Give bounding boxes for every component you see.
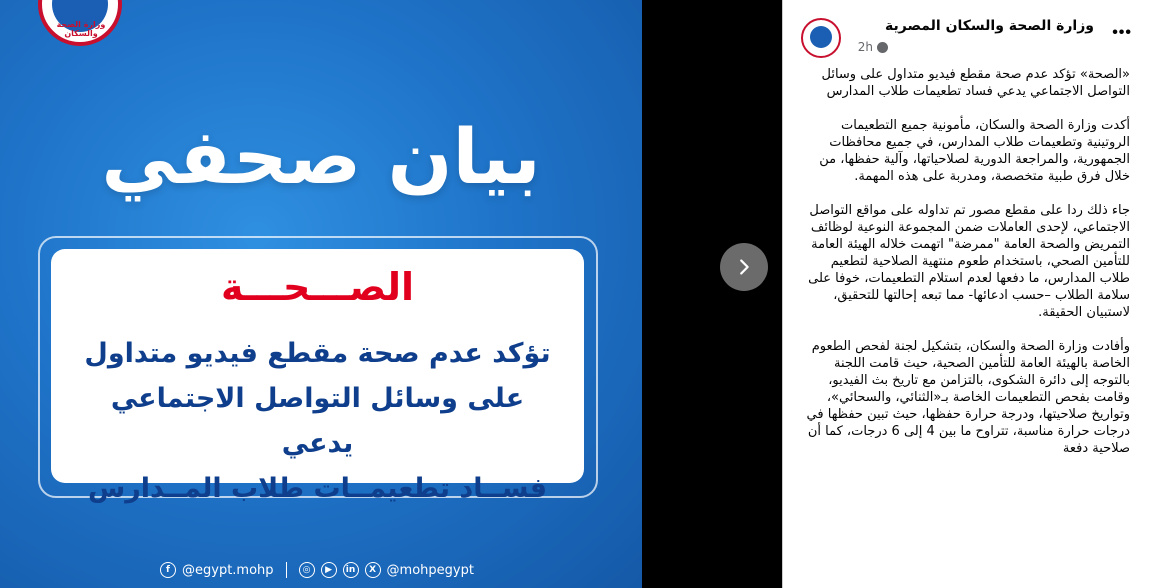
card-lines — [71, 331, 564, 511]
x-icon: X — [365, 562, 381, 578]
post-paragraph: أكدت وزارة الصحة والسكان، مأمونية جميع التطعيمات الروتينية وتطعيمات طلاب المدارس، في جميع محافظات الجمهورية، والمراجعة الدورية لصلاحياتها، وآلية حفظها، من خلال فرق طبية متخصصة، ومدربة على هذه المهمة. — [819, 118, 1130, 184]
more-options-button[interactable]: ••• — [1112, 24, 1132, 41]
post-paragraph: جاء ذلك ردا على مقطع مصور تم تداوله على مواقع التواصل الاجتماعي، لإحدى العاملات ضمن المجموعة النوعية لوظائف التمريض والصحة العامة "ممرضة" اتهمت خلاله الهيئة العامة للتأمين الصحي، باستخدام طعوم منتهية الصلاحية لتطعيم طلاب المدارس، ما دفعها لعدم استلام التطعيمات، خوفا على سلامة الطلاب –حسب ادعائها- مما تبعه إحالتها للتحقيق، لاستبيان الحقيقة. — [808, 203, 1130, 320]
avatar[interactable] — [801, 18, 841, 58]
statement-card — [51, 249, 584, 504]
timestamp-text: 2h — [857, 40, 873, 54]
post-text — [797, 66, 1130, 474]
instagram-icon: ◎ — [299, 562, 315, 578]
card-line: على وسائل التواصل الاجتماعي يدعي — [110, 383, 525, 459]
footer-divider — [286, 562, 287, 578]
post-timestamp[interactable] — [858, 40, 888, 54]
post-paragraph: «الصحة» تؤكد عدم صحة مقطع فيديو متداول على وسائل التواصل الاجتماعي يدعي فساد تطعيمات طلاب المدارس — [821, 67, 1130, 99]
logo-text: وزارة الصحة والسكان — [56, 20, 106, 38]
ministry-logo — [38, 0, 122, 46]
poster-headline: بيان صحفي — [101, 112, 541, 201]
chevron-right-icon — [733, 256, 755, 278]
avatar-emblem — [810, 26, 832, 48]
facebook-icon: f — [160, 562, 176, 578]
card-title: الصـــحـــة — [220, 265, 415, 309]
post-paragraph: وأفادت وزارة الصحة والسكان، بتشكيل لجنة لفحص الطعوم الخاصة بالهيئة العامة للتأمين الصحية، حيث قامت اللجنة بالتوجه إلى دائرة الشكوى، بالتزامن مع تاريخ بث الفيديو، وقامت بفحص التطعيمات الخاصة بـ«الثنائي، والسحائي»، وتواريخ صلاحيتها، ودرجة حرارة حفظها، حيث تبين حفظها في درجات حرارة مناسبة، تتراوح ما بين 4 إلى 6 درجات، كما أن صلاحية دفعة — [806, 339, 1130, 456]
youtube-icon: ▶ — [321, 562, 337, 578]
facebook-handle: @egypt.mohp — [182, 562, 274, 578]
globe-icon — [877, 42, 888, 53]
linkedin-icon: in — [343, 562, 359, 578]
post-header — [783, 0, 1149, 66]
card-line: فســاد تطعيمــات طلاب المــدارس — [88, 473, 547, 504]
poster-footer — [160, 558, 474, 582]
social-handle: @mohpegypt — [386, 562, 474, 578]
post-panel — [782, 0, 1149, 588]
card-line: تؤكد عدم صحة مقطع فيديو متداول — [84, 338, 551, 369]
author-name[interactable]: وزارة الصحة والسكان المصرية — [885, 18, 1094, 34]
next-image-button[interactable] — [720, 243, 768, 291]
